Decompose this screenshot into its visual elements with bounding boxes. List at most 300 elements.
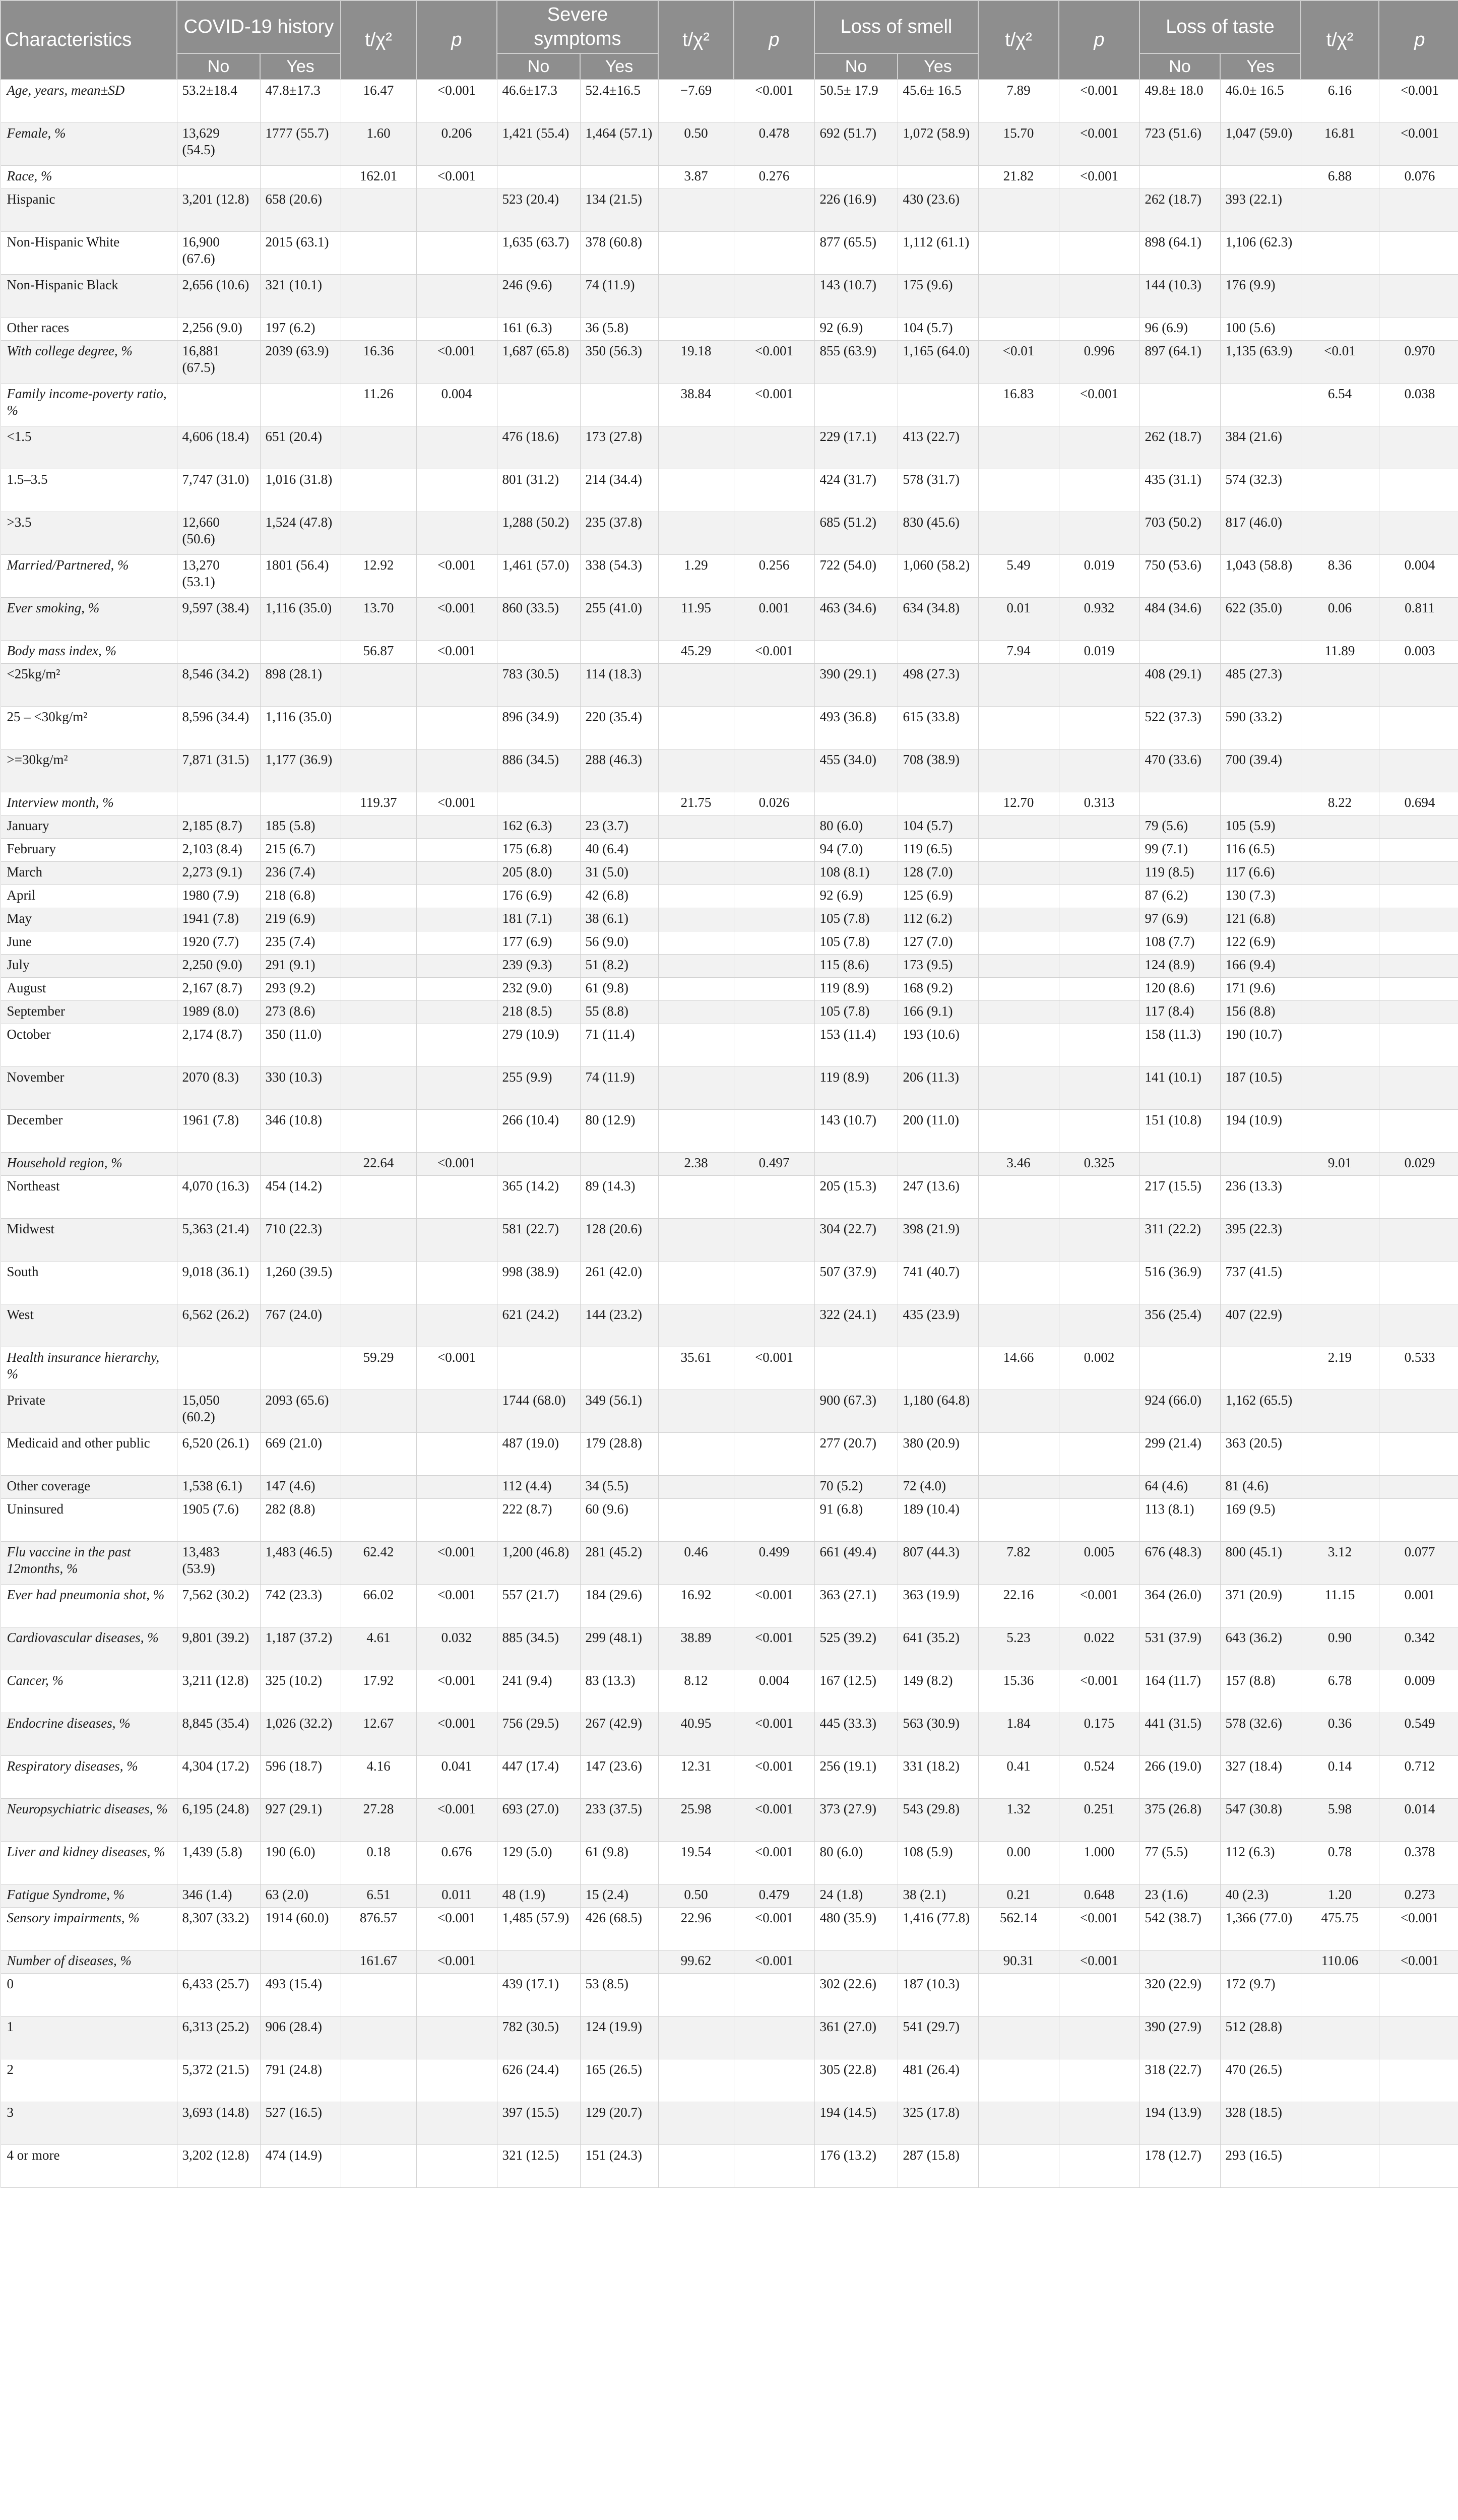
- yes-count-cell: 2093 (65.6): [260, 1390, 341, 1432]
- no-count-cell: 2,167 (8.7): [177, 977, 260, 1000]
- yes-count-cell: 184 (29.6): [580, 1584, 658, 1627]
- table-row: [1, 2016, 1458, 2059]
- test-statistic-cell: [1301, 469, 1379, 512]
- no-count-cell: 6,562 (26.2): [177, 1304, 260, 1347]
- group-header-severe-symptoms: Severe symptoms: [497, 1, 658, 53]
- yes-count-cell: 61 (9.8): [580, 977, 658, 1000]
- test-statistic-cell: [978, 2102, 1059, 2145]
- table-row: [1, 1475, 1458, 1498]
- p-value-cell: [416, 1498, 497, 1541]
- table-row: [1, 977, 1458, 1000]
- test-statistic-cell: [658, 188, 734, 231]
- no-count-cell: 1,635 (63.7): [497, 231, 580, 274]
- no-count-cell: 24 (1.8): [814, 1884, 898, 1907]
- p-value-cell: [1379, 1432, 1458, 1475]
- p-value-cell: [734, 1261, 814, 1304]
- test-statistic-cell: [658, 317, 734, 340]
- yes-count-cell: 2015 (63.1): [260, 231, 341, 274]
- yes-count-cell: 700 (39.4): [1220, 749, 1301, 792]
- table-row: [1, 1670, 1458, 1713]
- no-count-cell: 1980 (7.9): [177, 885, 260, 908]
- test-statistic-cell: <0.01: [978, 340, 1059, 383]
- no-header: No: [497, 53, 580, 80]
- p-value-cell: [734, 885, 814, 908]
- p-value-cell: <0.001: [1379, 122, 1458, 165]
- p-value-cell: [1059, 1973, 1139, 2016]
- no-count-cell: 1905 (7.6): [177, 1498, 260, 1541]
- test-statistic-cell: 16.36: [341, 340, 416, 383]
- p-value-cell: [1059, 1000, 1139, 1024]
- row-label: Family income-poverty ratio, %: [1, 383, 177, 426]
- no-count-cell: 23 (1.6): [1139, 1884, 1220, 1907]
- table-row: [1, 908, 1458, 931]
- test-statistic-cell: [658, 1304, 734, 1347]
- test-statistic-cell: [658, 1024, 734, 1066]
- no-count-cell: 390 (27.9): [1139, 2016, 1220, 2059]
- yes-count-cell: 89 (14.3): [580, 1175, 658, 1218]
- no-count-cell: 6,433 (25.7): [177, 1973, 260, 2016]
- no-count-cell: 129 (5.0): [497, 1841, 580, 1884]
- yes-count-cell: 1,366 (77.0): [1220, 1907, 1301, 1950]
- row-label: Other coverage: [1, 1475, 177, 1498]
- yes-count-cell: [580, 792, 658, 815]
- test-statistic-cell: [658, 2102, 734, 2145]
- p-value-cell: <0.001: [416, 1152, 497, 1175]
- test-statistic-cell: [341, 274, 416, 317]
- no-count-cell: 476 (18.6): [497, 426, 580, 469]
- yes-count-cell: 622 (35.0): [1220, 597, 1301, 640]
- no-count-cell: 397 (15.5): [497, 2102, 580, 2145]
- p-value-cell: [1379, 2145, 1458, 2187]
- yes-count-cell: 169 (9.5): [1220, 1498, 1301, 1541]
- yes-count-cell: [1220, 165, 1301, 188]
- yes-count-cell: 38 (6.1): [580, 908, 658, 931]
- group-header-loss-of-smell: Loss of smell: [814, 1, 978, 53]
- table-row: [1, 2059, 1458, 2102]
- p-value-cell: [1379, 706, 1458, 749]
- yes-count-cell: 47.8±17.3: [260, 80, 341, 122]
- no-count-cell: 522 (37.3): [1139, 706, 1220, 749]
- p-value-cell: <0.001: [416, 554, 497, 597]
- test-statistic-cell: 15.70: [978, 122, 1059, 165]
- no-count-cell: [1139, 165, 1220, 188]
- table-row: [1, 1066, 1458, 1109]
- yes-count-cell: 817 (46.0): [1220, 512, 1301, 554]
- p-value-cell: <0.001: [416, 1907, 497, 1950]
- yes-count-cell: 100 (5.6): [1220, 317, 1301, 340]
- test-statistic-cell: [978, 2016, 1059, 2059]
- p-value-cell: [734, 1390, 814, 1432]
- p-value-cell: [1059, 188, 1139, 231]
- no-count-cell: 108 (8.1): [814, 861, 898, 885]
- no-count-cell: [497, 1347, 580, 1390]
- no-count-cell: 484 (34.6): [1139, 597, 1220, 640]
- yes-count-cell: 596 (18.7): [260, 1755, 341, 1798]
- test-statistic-cell: 3.46: [978, 1152, 1059, 1175]
- no-count-cell: 626 (24.4): [497, 2059, 580, 2102]
- test-statistic-cell: 2.19: [1301, 1347, 1379, 1390]
- table-row: [1, 274, 1458, 317]
- test-statistic-cell: [978, 1109, 1059, 1152]
- no-count-cell: 6,520 (26.1): [177, 1432, 260, 1475]
- test-statistic-cell: 19.54: [658, 1841, 734, 1884]
- test-statistic-cell: [658, 749, 734, 792]
- p-value-cell: 0.005: [1059, 1541, 1139, 1584]
- no-count-cell: 7,747 (31.0): [177, 469, 260, 512]
- yes-count-cell: 898 (28.1): [260, 663, 341, 706]
- p-value-cell: [734, 512, 814, 554]
- test-statistic-cell: [978, 1218, 1059, 1261]
- p-value-cell: [1379, 1000, 1458, 1024]
- no-count-cell: 13,629 (54.5): [177, 122, 260, 165]
- no-count-cell: 16,881 (67.5): [177, 340, 260, 383]
- yes-count-cell: 112 (6.3): [1220, 1841, 1301, 1884]
- p-value-cell: [1379, 1218, 1458, 1261]
- no-count-cell: 302 (22.6): [814, 1973, 898, 2016]
- test-statistic-cell: 0.00: [978, 1841, 1059, 1884]
- p-value-cell: [734, 706, 814, 749]
- p-value-cell: [1379, 815, 1458, 838]
- no-count-cell: 305 (22.8): [814, 2059, 898, 2102]
- no-count-cell: [1139, 1950, 1220, 1973]
- p-value-cell: <0.001: [734, 1841, 814, 1884]
- test-statistic-cell: 0.14: [1301, 1755, 1379, 1798]
- p-value-cell: [1059, 977, 1139, 1000]
- yes-count-cell: 658 (20.6): [260, 188, 341, 231]
- p-value-cell: 0.003: [1379, 640, 1458, 663]
- p-value-cell: [1379, 954, 1458, 977]
- p-value-cell: <0.001: [416, 1584, 497, 1627]
- p-value-cell: [1379, 1304, 1458, 1347]
- yes-count-cell: 512 (28.8): [1220, 2016, 1301, 2059]
- no-count-cell: 1,421 (55.4): [497, 122, 580, 165]
- yes-count-cell: 190 (10.7): [1220, 1024, 1301, 1066]
- test-statistic-cell: 3.12: [1301, 1541, 1379, 1584]
- p-value-cell: [1379, 1973, 1458, 2016]
- p-value-cell: 0.206: [416, 122, 497, 165]
- no-count-cell: 365 (14.2): [497, 1175, 580, 1218]
- no-count-cell: 487 (19.0): [497, 1432, 580, 1475]
- p-value-cell: [416, 838, 497, 861]
- test-statistic-cell: [1301, 1304, 1379, 1347]
- p-value-cell: [1059, 2145, 1139, 2187]
- yes-count-cell: [260, 1950, 341, 1973]
- p-value-cell: [1379, 1498, 1458, 1541]
- p-value-cell: [734, 1432, 814, 1475]
- yes-count-cell: 349 (56.1): [580, 1390, 658, 1432]
- p-value-cell: [416, 749, 497, 792]
- p-value-cell: [734, 908, 814, 931]
- test-statistic-cell: 11.89: [1301, 640, 1379, 663]
- no-count-cell: [177, 1347, 260, 1390]
- p-value-cell: 0.256: [734, 554, 814, 597]
- no-count-cell: [177, 640, 260, 663]
- yes-count-cell: 128 (7.0): [898, 861, 978, 885]
- yes-count-cell: [260, 792, 341, 815]
- no-count-cell: 119 (8.5): [1139, 861, 1220, 885]
- p-value-cell: [1059, 1390, 1139, 1432]
- no-count-cell: [1139, 640, 1220, 663]
- test-statistic-cell: [978, 931, 1059, 954]
- p-value-cell: [1059, 1475, 1139, 1498]
- yes-count-cell: 34 (5.5): [580, 1475, 658, 1498]
- no-count-cell: 9,801 (39.2): [177, 1627, 260, 1670]
- no-count-cell: 542 (38.7): [1139, 1907, 1220, 1950]
- test-statistic-cell: [658, 1475, 734, 1498]
- test-statistic-cell: [341, 977, 416, 1000]
- row-label: Uninsured: [1, 1498, 177, 1541]
- table-row: [1, 2102, 1458, 2145]
- no-count-cell: 164 (11.7): [1139, 1670, 1220, 1713]
- no-count-cell: 3,211 (12.8): [177, 1670, 260, 1713]
- yes-count-cell: 1,043 (58.8): [1220, 554, 1301, 597]
- test-statistic-cell: 1.20: [1301, 1884, 1379, 1907]
- yes-count-cell: 255 (41.0): [580, 597, 658, 640]
- yes-count-cell: 498 (27.3): [898, 663, 978, 706]
- p-value-cell: [1059, 908, 1139, 931]
- table-row: [1, 1884, 1458, 1907]
- yes-count-cell: 281 (45.2): [580, 1541, 658, 1584]
- p-value-cell: [734, 1973, 814, 2016]
- yes-count-cell: 179 (28.8): [580, 1432, 658, 1475]
- p-value-cell: [1379, 749, 1458, 792]
- yes-count-cell: 51 (8.2): [580, 954, 658, 977]
- p-value-cell: 0.175: [1059, 1713, 1139, 1755]
- test-statistic-cell: [1301, 663, 1379, 706]
- no-count-cell: 1,200 (46.8): [497, 1541, 580, 1584]
- test-statistic-cell: 161.67: [341, 1950, 416, 1973]
- yes-count-cell: 651 (20.4): [260, 426, 341, 469]
- test-statistic-cell: [978, 1973, 1059, 2016]
- row-label: November: [1, 1066, 177, 1109]
- table-row: [1, 1973, 1458, 2016]
- p-value-cell: [416, 1218, 497, 1261]
- yes-count-cell: 800 (45.1): [1220, 1541, 1301, 1584]
- p-value-cell: [1059, 274, 1139, 317]
- p-value-cell: [416, 885, 497, 908]
- no-count-cell: 50.5± 17.9: [814, 80, 898, 122]
- no-count-cell: 877 (65.5): [814, 231, 898, 274]
- yes-count-cell: 293 (16.5): [1220, 2145, 1301, 2187]
- row-label: 3: [1, 2102, 177, 2145]
- p-value-cell: [734, 317, 814, 340]
- p-value-cell: [1059, 1024, 1139, 1066]
- no-count-cell: 92 (6.9): [814, 317, 898, 340]
- row-label: Female, %: [1, 122, 177, 165]
- yes-count-cell: 197 (6.2): [260, 317, 341, 340]
- p-value-cell: [734, 2016, 814, 2059]
- p-value-cell: 0.811: [1379, 597, 1458, 640]
- test-statistic-cell: [341, 1109, 416, 1152]
- p-value-cell: [1059, 1109, 1139, 1152]
- no-count-cell: 516 (36.9): [1139, 1261, 1220, 1304]
- p-value-cell: [416, 931, 497, 954]
- test-statistic-cell: [658, 1390, 734, 1432]
- test-statistic-cell: [341, 2102, 416, 2145]
- p-value-cell: [416, 706, 497, 749]
- test-statistic-cell: [1301, 706, 1379, 749]
- no-count-cell: 507 (37.9): [814, 1261, 898, 1304]
- test-statistic-cell: [658, 1973, 734, 2016]
- p-value-cell: 0.932: [1059, 597, 1139, 640]
- table-row: [1, 815, 1458, 838]
- test-statistic-cell: [658, 2059, 734, 2102]
- no-count-cell: 463 (34.6): [814, 597, 898, 640]
- test-statistic-cell: [978, 977, 1059, 1000]
- table-row: [1, 792, 1458, 815]
- row-label: 0: [1, 1973, 177, 2016]
- test-statistic-cell: 119.37: [341, 792, 416, 815]
- yes-count-cell: 176 (9.9): [1220, 274, 1301, 317]
- test-statistic-cell: [658, 908, 734, 931]
- stat-header: t/χ²: [978, 1, 1059, 80]
- row-label: Race, %: [1, 165, 177, 188]
- yes-count-cell: 156 (8.8): [1220, 1000, 1301, 1024]
- no-count-cell: 108 (7.7): [1139, 931, 1220, 954]
- test-statistic-cell: 7.94: [978, 640, 1059, 663]
- no-count-cell: 4,304 (17.2): [177, 1755, 260, 1798]
- test-statistic-cell: [658, 663, 734, 706]
- no-count-cell: 181 (7.1): [497, 908, 580, 931]
- no-count-cell: 7,562 (30.2): [177, 1584, 260, 1627]
- test-statistic-cell: 5.98: [1301, 1798, 1379, 1841]
- row-label: July: [1, 954, 177, 977]
- no-count-cell: 1,288 (50.2): [497, 512, 580, 554]
- no-count-cell: 1961 (7.8): [177, 1109, 260, 1152]
- yes-count-cell: 407 (22.9): [1220, 1304, 1301, 1347]
- no-count-cell: 886 (34.5): [497, 749, 580, 792]
- yes-count-cell: [260, 165, 341, 188]
- row-label: September: [1, 1000, 177, 1024]
- p-value-cell: <0.001: [416, 1713, 497, 1755]
- table-row: [1, 426, 1458, 469]
- p-value-cell: <0.001: [1379, 80, 1458, 122]
- no-count-cell: 4,606 (18.4): [177, 426, 260, 469]
- yes-count-cell: 669 (21.0): [260, 1432, 341, 1475]
- yes-count-cell: [1220, 640, 1301, 663]
- no-count-cell: 194 (13.9): [1139, 2102, 1220, 2145]
- stat-header: t/χ²: [658, 1, 734, 80]
- yes-count-cell: 807 (44.3): [898, 1541, 978, 1584]
- row-label: 2: [1, 2059, 177, 2102]
- yes-count-cell: 235 (37.8): [580, 512, 658, 554]
- yes-count-cell: 2039 (63.9): [260, 340, 341, 383]
- test-statistic-cell: [341, 1973, 416, 2016]
- test-statistic-cell: 17.92: [341, 1670, 416, 1713]
- p-value-cell: [416, 1109, 497, 1152]
- yes-count-cell: 235 (7.4): [260, 931, 341, 954]
- p-value-cell: 0.011: [416, 1884, 497, 1907]
- p-value-cell: [734, 2102, 814, 2145]
- yes-count-cell: 906 (28.4): [260, 2016, 341, 2059]
- test-statistic-cell: [1301, 908, 1379, 931]
- p-header: p: [416, 1, 497, 80]
- test-statistic-cell: [978, 1000, 1059, 1024]
- no-count-cell: 141 (10.1): [1139, 1066, 1220, 1109]
- no-count-cell: 2,250 (9.0): [177, 954, 260, 977]
- yes-count-cell: 194 (10.9): [1220, 1109, 1301, 1152]
- yes-count-cell: 220 (35.4): [580, 706, 658, 749]
- p-value-cell: [416, 1475, 497, 1498]
- no-count-cell: 112 (4.4): [497, 1475, 580, 1498]
- yes-count-cell: 121 (6.8): [1220, 908, 1301, 931]
- row-label: 1: [1, 2016, 177, 2059]
- p-value-cell: 0.648: [1059, 1884, 1139, 1907]
- p-value-cell: <0.001: [734, 1347, 814, 1390]
- test-statistic-cell: [978, 908, 1059, 931]
- p-value-cell: [1379, 2016, 1458, 2059]
- test-statistic-cell: [978, 815, 1059, 838]
- no-count-cell: 79 (5.6): [1139, 815, 1220, 838]
- test-statistic-cell: [978, 2059, 1059, 2102]
- yes-count-cell: [898, 1950, 978, 1973]
- yes-count-cell: 61 (9.8): [580, 1841, 658, 1884]
- no-count-cell: [814, 1347, 898, 1390]
- no-count-cell: 232 (9.0): [497, 977, 580, 1000]
- yes-count-cell: 299 (48.1): [580, 1627, 658, 1670]
- p-value-cell: [1379, 317, 1458, 340]
- no-count-cell: 1,687 (65.8): [497, 340, 580, 383]
- test-statistic-cell: [978, 954, 1059, 977]
- no-count-cell: 445 (33.3): [814, 1713, 898, 1755]
- yes-count-cell: 72 (4.0): [898, 1475, 978, 1498]
- p-value-cell: [734, 1175, 814, 1218]
- yes-count-cell: [580, 165, 658, 188]
- no-count-cell: 53.2±18.4: [177, 80, 260, 122]
- row-label: <25kg/m²: [1, 663, 177, 706]
- p-value-cell: [734, 1498, 814, 1541]
- no-count-cell: 8,845 (35.4): [177, 1713, 260, 1755]
- p-value-cell: [1059, 1218, 1139, 1261]
- test-statistic-cell: 12.92: [341, 554, 416, 597]
- test-statistic-cell: [658, 815, 734, 838]
- no-count-cell: 87 (6.2): [1139, 885, 1220, 908]
- test-statistic-cell: [1301, 1261, 1379, 1304]
- table-row: [1, 706, 1458, 749]
- no-count-cell: 153 (11.4): [814, 1024, 898, 1066]
- test-statistic-cell: [978, 426, 1059, 469]
- yes-count-cell: 454 (14.2): [260, 1175, 341, 1218]
- test-statistic-cell: [1301, 2102, 1379, 2145]
- yes-count-cell: 767 (24.0): [260, 1304, 341, 1347]
- test-statistic-cell: [1301, 2016, 1379, 2059]
- test-statistic-cell: [341, 1475, 416, 1498]
- no-count-cell: 525 (39.2): [814, 1627, 898, 1670]
- no-count-cell: 1,538 (6.1): [177, 1475, 260, 1498]
- yes-count-cell: 384 (21.6): [1220, 426, 1301, 469]
- yes-count-cell: 330 (10.3): [260, 1066, 341, 1109]
- p-value-cell: [1379, 908, 1458, 931]
- test-statistic-cell: [978, 1024, 1059, 1066]
- table-row: [1, 838, 1458, 861]
- no-count-cell: 531 (37.9): [1139, 1627, 1220, 1670]
- no-count-cell: 266 (19.0): [1139, 1755, 1220, 1798]
- table-row: [1, 340, 1458, 383]
- no-count-cell: 783 (30.5): [497, 663, 580, 706]
- yes-count-cell: 38 (2.1): [898, 1884, 978, 1907]
- yes-count-cell: 578 (31.7): [898, 469, 978, 512]
- p-value-cell: 0.077: [1379, 1541, 1458, 1584]
- yes-count-cell: 172 (9.7): [1220, 1973, 1301, 2016]
- test-statistic-cell: 35.61: [658, 1347, 734, 1390]
- yes-count-cell: 393 (22.1): [1220, 188, 1301, 231]
- p-value-cell: 0.524: [1059, 1755, 1139, 1798]
- yes-count-cell: 527 (16.5): [260, 2102, 341, 2145]
- yes-count-cell: 233 (37.5): [580, 1798, 658, 1841]
- row-label: Midwest: [1, 1218, 177, 1261]
- p-value-cell: [734, 838, 814, 861]
- test-statistic-cell: 12.70: [978, 792, 1059, 815]
